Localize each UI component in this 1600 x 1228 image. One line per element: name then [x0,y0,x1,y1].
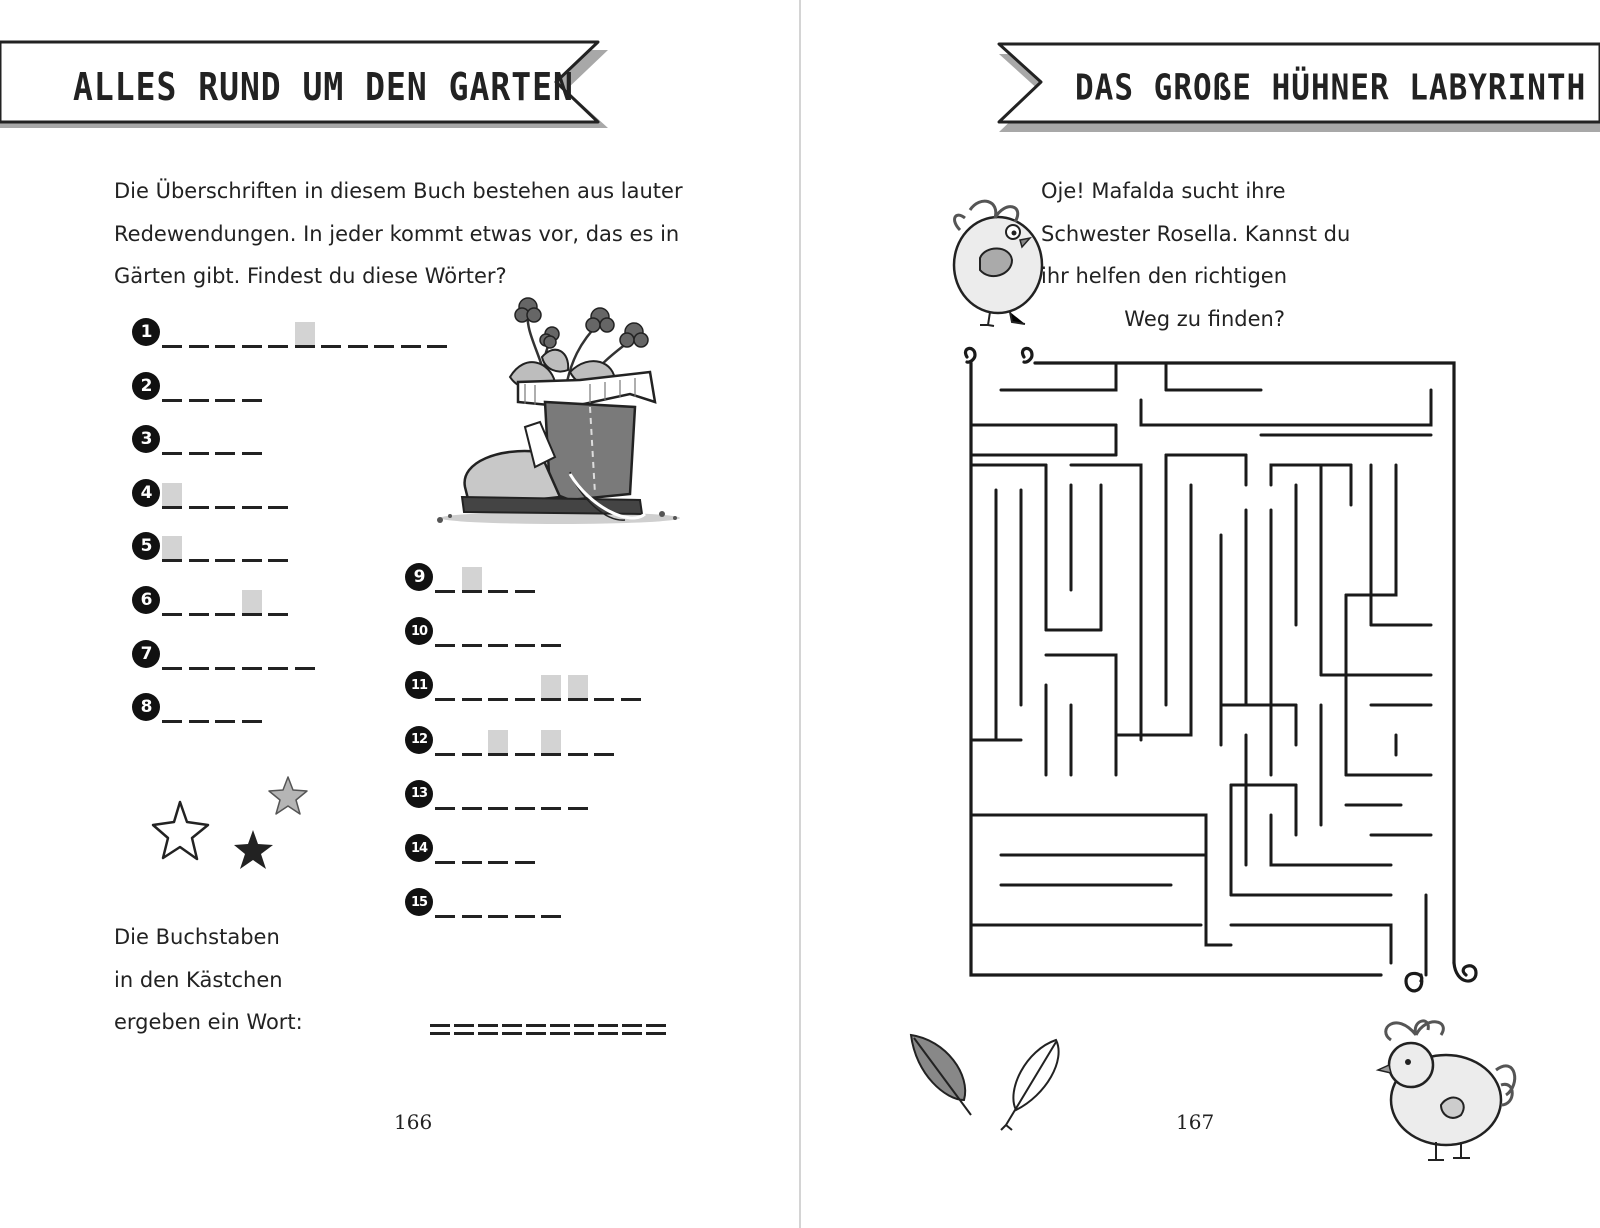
letter-blank[interactable] [242,483,262,507]
letter-blank[interactable] [268,590,288,614]
letter-blank[interactable] [215,697,235,721]
letter-blank[interactable] [215,322,235,346]
letter-blank[interactable] [162,376,182,400]
letter-blank[interactable] [242,376,262,400]
letter-blank[interactable] [435,838,455,862]
quiz-number: 2 [132,372,160,400]
letter-box[interactable] [488,730,508,754]
letter-blank[interactable] [189,644,209,668]
maze [951,345,1491,995]
letter-box[interactable] [568,675,588,699]
letter-blank[interactable] [488,621,508,645]
intro-line: Weg zu finden? [1124,306,1285,331]
outro-line: in den Kästchen [114,967,283,992]
left-intro-text [114,170,683,298]
letter-blank[interactable] [515,784,535,808]
answer-letter-blank[interactable] [478,1024,498,1034]
letter-blank[interactable] [435,730,455,754]
quiz-number: 11 [405,671,433,699]
left-page [0,0,799,1228]
letter-blank[interactable] [189,483,209,507]
letter-blank[interactable] [515,675,535,699]
quiz-number: 1 [132,318,160,346]
letter-blank[interactable] [462,621,482,645]
left-outro-text [114,916,303,1044]
letter-blank[interactable] [515,567,535,591]
shoe-planter-illustration [430,282,690,542]
quiz-number: 3 [132,425,160,453]
quiz-number: 5 [132,532,160,560]
letter-blank[interactable] [374,322,394,346]
letter-blank[interactable] [162,322,182,346]
letter-blank[interactable] [541,784,561,808]
answer-letter-blank[interactable] [526,1024,546,1034]
letter-blank[interactable] [462,730,482,754]
quiz-number: 13 [405,780,433,808]
letter-blank[interactable] [462,892,482,916]
letter-blank[interactable] [162,697,182,721]
letter-blank[interactable] [541,621,561,645]
quiz-number: 7 [132,640,160,668]
answer-letter-blank[interactable] [550,1024,570,1034]
left-banner-title: ALLES RUND UM DEN GARTEN [73,63,574,109]
intro-line: Redewendungen. In jeder kommt etwas vor, das es in [114,221,680,246]
letter-blank[interactable] [189,536,209,560]
letter-blank[interactable] [215,483,235,507]
stars-illustration [150,770,320,890]
answer-letter-blank[interactable] [598,1024,618,1034]
letter-blank[interactable] [515,892,535,916]
letter-blank[interactable] [435,784,455,808]
letter-blank[interactable] [242,697,262,721]
intro-line: Gärten gibt. Findest du diese Wörter? [114,264,507,288]
letter-blank[interactable] [215,536,235,560]
letter-blank[interactable] [515,621,535,645]
right-intro-text [1041,170,1351,340]
letter-blank[interactable] [401,322,421,346]
quiz-number: 9 [405,563,433,591]
quiz-number: 6 [132,586,160,614]
chicken-illustration [1356,1010,1526,1170]
letter-blank[interactable] [435,892,455,916]
quiz-number: 15 [405,888,433,916]
left-banner [0,40,612,132]
page-number-left: 166 [394,1110,433,1134]
letter-blank[interactable] [515,838,535,862]
right-banner-title: DAS GROßE HÜHNER LABYRINTH [1075,67,1587,109]
letter-blank[interactable] [488,567,508,591]
letter-blank[interactable] [268,536,288,560]
letter-blank[interactable] [215,376,235,400]
star-filled-icon [234,830,273,869]
letter-blank[interactable] [295,644,315,668]
letter-blank[interactable] [621,675,641,699]
letter-blank[interactable] [488,784,508,808]
answer-letter-blank[interactable] [622,1024,642,1034]
outro-line: ergeben ein Wort: [114,1010,303,1034]
letter-blank[interactable] [348,322,368,346]
letter-blank[interactable] [594,675,614,699]
right-banner [997,42,1600,134]
quiz-number: 12 [405,726,433,754]
letter-blank[interactable] [568,784,588,808]
letter-box[interactable] [162,483,182,507]
letter-box[interactable] [162,536,182,560]
intro-line: Oje! Mafalda sucht ihre [1041,179,1286,203]
letter-box[interactable] [295,322,315,346]
letter-box[interactable] [242,590,262,614]
letter-blank[interactable] [435,621,455,645]
answer-letter-blank[interactable] [502,1024,522,1034]
page-number-right: 167 [1176,1110,1215,1134]
letter-blank[interactable] [189,590,209,614]
letter-box[interactable] [541,730,561,754]
answer-letter-blank[interactable] [430,1024,450,1034]
letter-blank[interactable] [488,675,508,699]
letter-blank[interactable] [242,536,262,560]
letter-blank[interactable] [435,567,455,591]
letter-blank[interactable] [435,675,455,699]
letter-blank[interactable] [189,376,209,400]
letter-blank[interactable] [541,892,561,916]
outro-line: Die Buchstaben [114,925,280,949]
letter-blank[interactable] [462,784,482,808]
letter-blank[interactable] [488,838,508,862]
letter-box[interactable] [462,567,482,591]
letter-blank[interactable] [462,675,482,699]
letter-blank[interactable] [189,322,209,346]
letter-blank[interactable] [162,644,182,668]
letter-blank[interactable] [215,644,235,668]
star-grey-icon [269,777,307,814]
letter-blank[interactable] [488,892,508,916]
answer-letter-blank[interactable] [454,1024,474,1034]
intro-line: ihr helfen den richtigen [1041,264,1288,288]
letter-blank[interactable] [215,429,235,453]
letter-blank[interactable] [189,429,209,453]
letter-blank[interactable] [462,838,482,862]
letter-blank[interactable] [162,429,182,453]
letter-blank[interactable] [594,730,614,754]
star-outline-icon [153,802,208,859]
letter-blank[interactable] [215,590,235,614]
right-page [801,0,1600,1228]
letter-blank[interactable] [268,322,288,346]
letter-blank[interactable] [515,730,535,754]
answer-letter-blank[interactable] [574,1024,594,1034]
answer-letter-blank[interactable] [646,1024,666,1034]
letter-box[interactable] [541,675,561,699]
letter-blank[interactable] [568,730,588,754]
letter-blank[interactable] [268,483,288,507]
intro-line: Die Überschriften in diesem Buch bestehen aus lauter [114,179,683,203]
feather-icon [906,1030,1076,1140]
intro-line: Schwester Rosella. Kannst du [1041,221,1351,246]
letter-blank[interactable] [268,644,288,668]
quiz-number: 8 [132,693,160,721]
quiz-number: 10 [405,617,433,645]
letter-blank[interactable] [162,590,182,614]
letter-blank[interactable] [321,322,341,346]
quiz-number: 14 [405,834,433,862]
letter-blank[interactable] [189,697,209,721]
quiz-number: 4 [132,479,160,507]
letter-blank[interactable] [242,322,262,346]
letter-blank[interactable] [242,429,262,453]
letter-blank[interactable] [242,644,262,668]
